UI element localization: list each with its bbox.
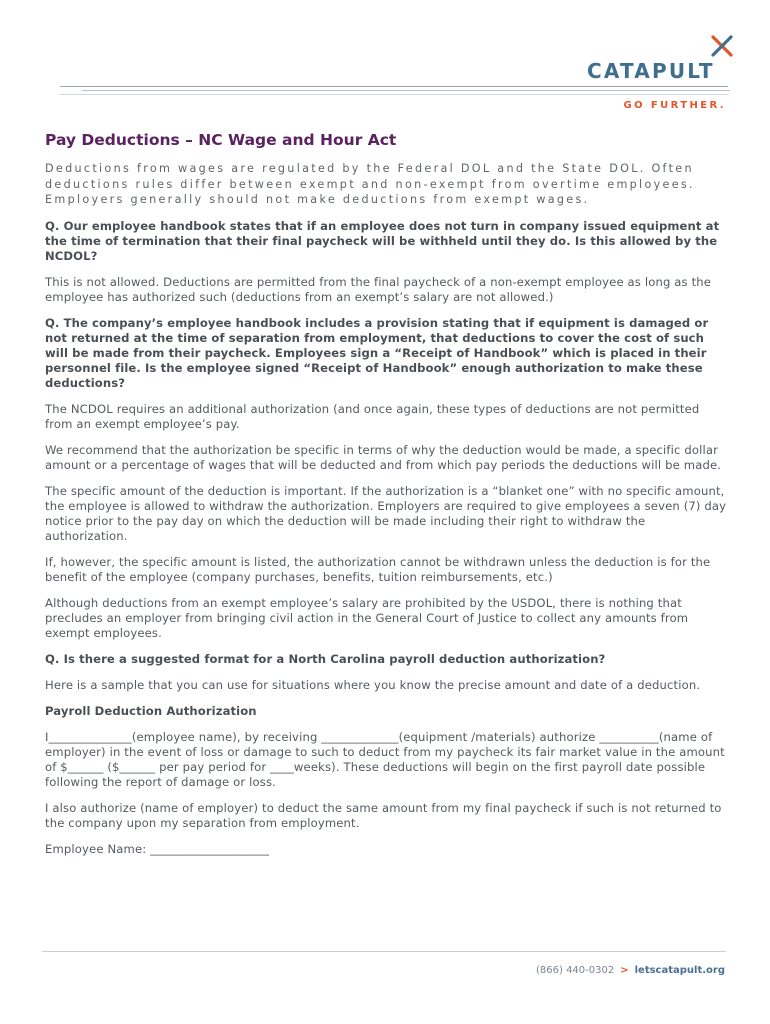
form-paragraph: I also authorize (name of employer) to deduct the same amount from my final paycheck if such is not returned to the company upon my separation from employment. [45,800,722,830]
brand-logo: CATAPULT [587,59,715,83]
footer [536,965,725,976]
footer-arrow: > [620,965,629,976]
answer-2-paragraph: If, however, the specific amount is listed, the authorization cannot be withdrawn unless the deduction is for the benefit of the employee (company purchases, benefits, tuition reimbursements, etc.) [45,554,711,584]
employee-name-line: Employee Name: ____________________ [45,841,270,856]
brand-tagline: GO FURTHER. [623,100,726,111]
footer-rule [42,951,726,952]
answer-2-paragraph: The NCDOL requires an additional authorization (and once again, these types of deductions are not permitted from an exempt employee’s pay. [45,401,700,431]
answer-2-paragraph: Although deductions from an exempt employee’s salary are prohibited by the USDOL, there is nothing that precludes an employer from bringing civil action in the General Court of Justice to collect any amounts from exempt employees. [45,595,689,640]
form-title: Payroll Deduction Authorization [45,703,257,718]
catapult-logo-icon [709,33,735,59]
answer-2-paragraph: The specific amount of the deduction is important. If the authorization is a “blanket one” with no specific amount, the employee is allowed to withdraw the authorization. Employers are required to give employees a seven (7) day notice prior to the pay day on which the deduction will be made including their right to withdraw the authorization. [45,483,727,543]
question-1: Q. Our employee handbook states that if an employee does not turn in company issued equipment at the time of termination that their final paycheck will be withheld until they do. Is this allowed by the NCDOL? [45,218,720,263]
answer-1: This is not allowed. Deductions are permitted from the final paycheck of a non-exempt employee as long as the employee has authorized such (deductions from an exempt’s salary are not allowed.) [45,274,712,304]
answer-2-paragraph: We recommend that the authorization be specific in terms of why the deduction would be made, a specific dollar amount or a percentage of wages that will be deducted and from which pay periods the deductions will be made. [45,442,722,472]
answer-3: Here is a sample that you can use for situations where you know the precise amount and date of a deduction. [45,677,701,692]
form-paragraph: I______________(employee name), by receiving _____________(equipment /materials) authorize __________(name of employer) in the event of loss or damage to such to deduct from my paycheck its fair market value in the amount of $______ ($______ per pay period for ____weeks). These deductions will begin on the first payroll date possible following the report of damage or loss. [45,729,725,789]
footer-phone: (866) 440-0302 [536,965,615,976]
header-rule [60,86,728,98]
intro-paragraph: Deductions from wages are regulated by the Federal DOL and the State DOL. Often deductions rules differ between exempt and non-exempt from overtime employees. Employers generally should not make deductions from exempt wages. [45,162,695,206]
question-2: Q. The company’s employee handbook includes a provision stating that if equipment is damaged or not returned at the time of separation from employment, that deductions to cover the cost of such will be made from their paycheck. Employees sign a “Receipt of Handbook” which is placed in their personnel file. Is the employee signed “Receipt of Handbook” enough authorization to make these deductions? [45,315,709,390]
document-body [45,131,727,861]
page-title: Pay Deductions – NC Wage and Hour Act [45,131,397,149]
question-3: Q. Is there a suggested format for a North Carolina payroll deduction authorization? [45,651,606,666]
footer-website-link[interactable]: letscatapult.org [634,965,725,976]
